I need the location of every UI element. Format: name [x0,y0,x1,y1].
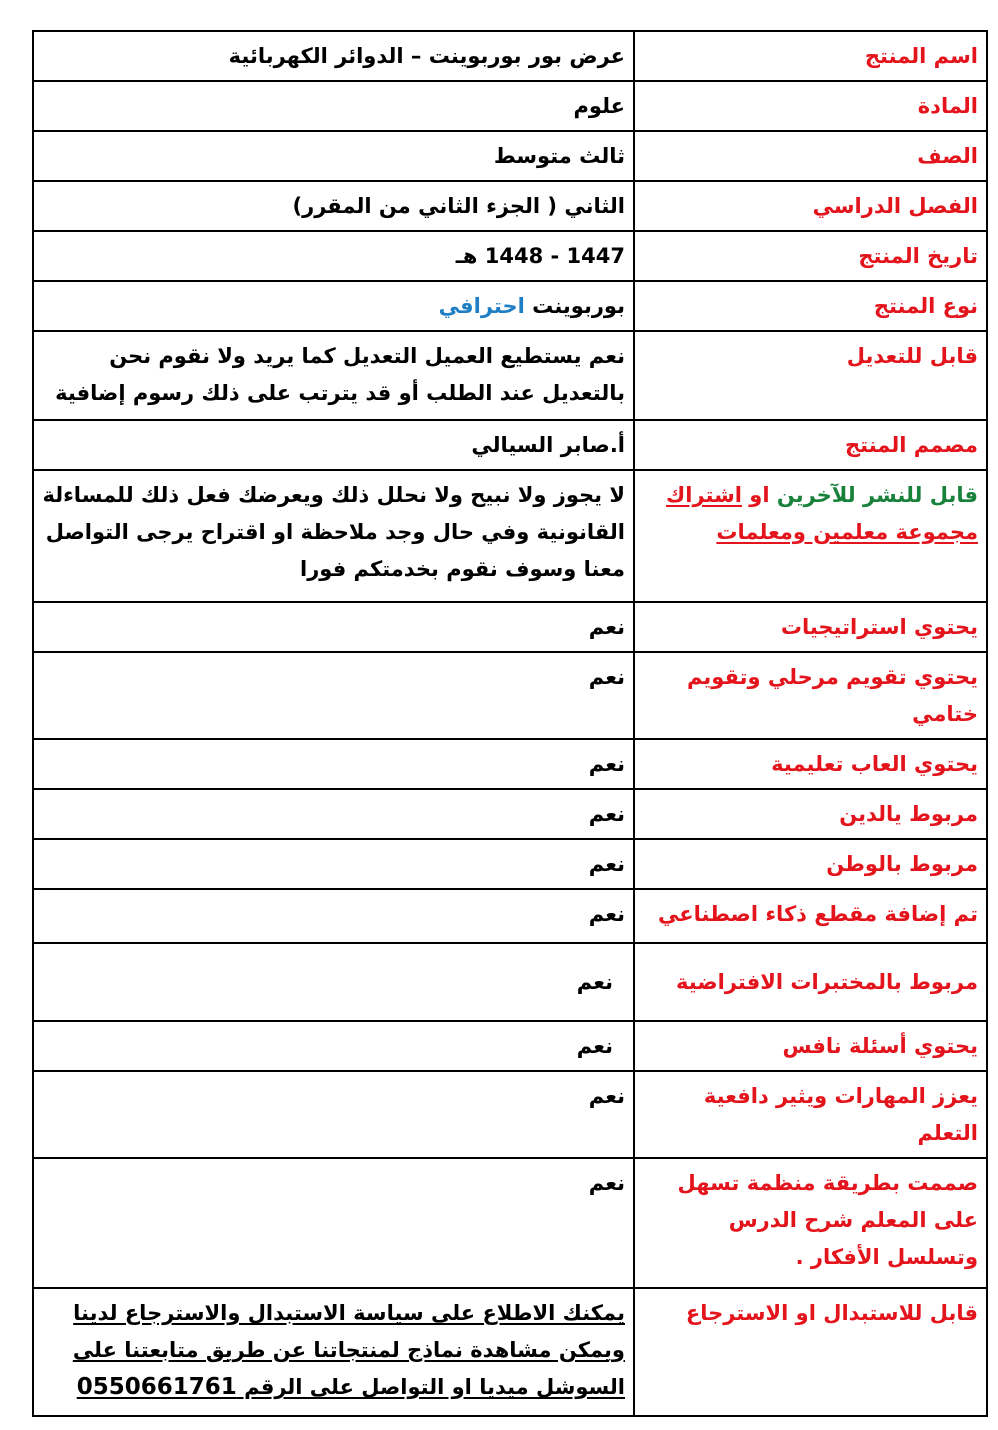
row-label: يحتوي تقويم مرحلي وتقويم ختامي [634,652,987,739]
table-row [33,1071,987,1158]
table-row [33,470,987,602]
yes-value: نعم [33,889,634,943]
table-row [33,739,987,789]
row-label: اسم المنتج [634,31,987,81]
table-row [33,889,987,943]
row-label: يحتوي استراتيجيات [634,602,987,652]
row-label-publish [634,470,987,602]
table-row [33,331,987,420]
semester-value: الثاني ( الجزء الثاني من المقرر) [33,181,634,231]
row-label: قابل للتعديل [634,331,987,420]
row-label: يحتوي أسئلة نافس [634,1021,987,1071]
yes-value: نعم [33,652,634,739]
row-label: المادة [634,81,987,131]
table-row [33,31,987,81]
subject-value: علوم [33,81,634,131]
table-row [33,789,987,839]
table-row [33,1288,987,1416]
publish-label-part1: قابل للنشر للآخرين [769,483,978,507]
product-name-value: عرض بور بوربوينت – الدوائر الكهربائية [33,31,634,81]
table-row [33,420,987,470]
row-label: قابل للاستبدال او الاسترجاع [634,1288,987,1416]
product-type-value [33,281,634,331]
grade-value: ثالث متوسط [33,131,634,181]
editable-value: نعم يستطيع العميل التعديل كما يريد ولا نقوم نحن بالتعديل عند الطلب أو قد يترتب على ذلك رسوم إضافية [33,331,634,420]
date-value: 1447 - 1448 هـ [33,231,634,281]
contact-phone: 0550661761 [76,1374,237,1400]
publish-label-part3: اشتراك مجموعة معلمين ومعلمات [666,483,978,544]
table-row [33,81,987,131]
row-label: يعزز المهارات ويثير دافعية التعلم [634,1071,987,1158]
row-label: الفصل الدراسي [634,181,987,231]
table-row [33,1158,987,1288]
yes-value: نعم [33,602,634,652]
exchange-text: يمكنك الاطلاع على سياسة الاستبدال والاسترجاع لدينا ويمكن مشاهدة نماذج لمنتجاتنا عن طريق متابعتنا على السوشل ميديا او التواصل على الرقم [72,1301,625,1399]
yes-value: نعم [33,943,634,1021]
row-label: يحتوي العاب تعليمية [634,739,987,789]
row-label: صممت بطريقة منظمة تسهل على المعلم شرح الدرس وتسلسل الأفكار . [634,1158,987,1288]
table-row [33,1021,987,1071]
row-label: تم إضافة مقطع ذكاء اصطناعي [634,889,987,943]
table-row [33,231,987,281]
row-label: نوع المنتج [634,281,987,331]
yes-value: نعم [33,1071,634,1158]
yes-value: نعم [33,1021,634,1071]
publish-label-part2: او [741,483,770,507]
publish-value: لا يجوز ولا نبيح ولا نحلل ذلك ويعرضك فعل ذلك للمساءلة القانونية وفي حال وجد ملاحظة او اقتراح يرجى التواصل معنا وسوف نقوم بخدمتكم فورا [33,470,634,602]
yes-value: نعم [33,789,634,839]
table-row [33,839,987,889]
yes-value: نعم [33,739,634,789]
product-type-main: بوربوينت [524,294,625,318]
row-label: الصف [634,131,987,181]
table-row [33,602,987,652]
table-row [33,181,987,231]
row-label: مربوط يالدين [634,789,987,839]
table-row [33,281,987,331]
yes-value: نعم [33,1158,634,1288]
row-label: مصمم المنتج [634,420,987,470]
table-row [33,943,987,1021]
exchange-value [33,1288,634,1416]
product-type-highlight: احترافي [438,294,525,318]
row-label: تاريخ المنتج [634,231,987,281]
row-label: مربوط بالمختبرات الافتراضية [634,943,987,1021]
table-row [33,652,987,739]
product-spec-table [32,30,988,1417]
yes-value: نعم [33,839,634,889]
designer-value: أ.صابر السيالي [33,420,634,470]
row-label: مربوط بالوطن [634,839,987,889]
table-row [33,131,987,181]
